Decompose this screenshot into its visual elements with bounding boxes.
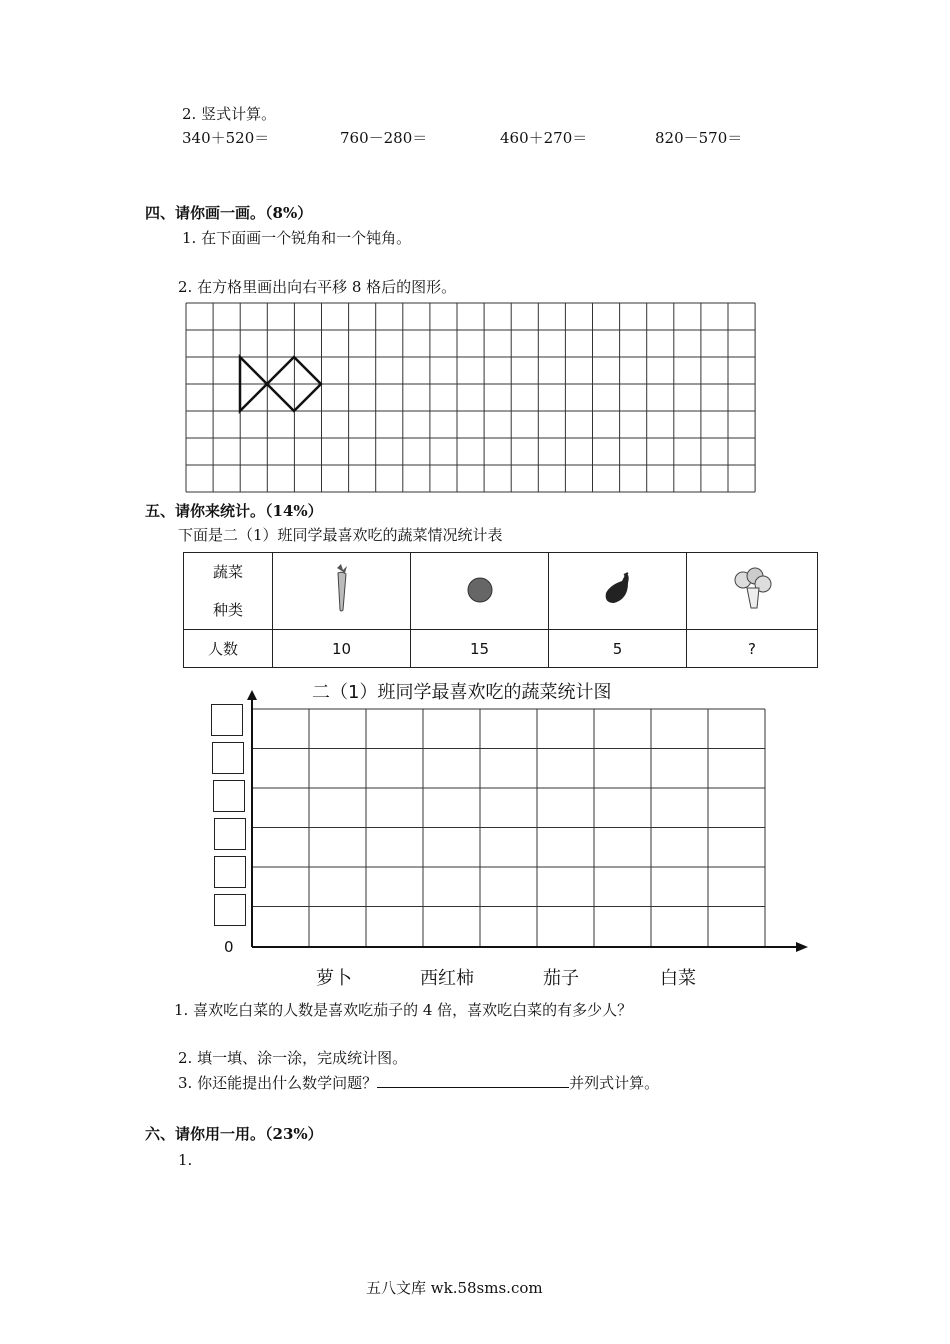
y-scale-box[interactable]	[211, 704, 243, 736]
y-scale-box[interactable]	[214, 856, 246, 888]
expression: 460＋270＝	[500, 129, 588, 147]
question-text: 3. 你还能提出什么数学问题？ 并列式计算。	[178, 1074, 660, 1092]
expression: 760－280＝	[340, 129, 428, 147]
section-heading: 四、请你画一画。（8%）	[145, 204, 313, 222]
x-tick-label: 西红柿	[420, 968, 474, 989]
answer-blank[interactable]	[377, 1073, 569, 1088]
y-axis-arrow	[247, 690, 257, 700]
question-title: 2. 竖式计算。	[182, 105, 277, 123]
y-scale-box[interactable]	[214, 894, 246, 926]
question-text: 2. 在方格里画出向右平移 8 格后的图形。	[178, 278, 457, 296]
count-cell: 15	[411, 630, 549, 668]
expression: 340＋520＝	[182, 129, 270, 147]
y-scale-box[interactable]	[213, 780, 245, 812]
question-text: 1. 喜欢吃白菜的人数是喜欢吃茄子的 4 倍，喜欢吃白菜的有多少人？	[174, 1001, 633, 1019]
x-tick-label: 白菜	[660, 968, 696, 989]
question-text: 1.	[178, 1151, 193, 1169]
x-axis-arrow	[796, 942, 808, 952]
y-scale-box[interactable]	[214, 818, 246, 850]
table-header-cell: 蔬菜 种类	[184, 553, 273, 630]
x-tick-label: 茄子	[543, 968, 579, 989]
question-text: 2. 填一填、涂一涂，完成统计图。	[178, 1049, 408, 1067]
footer-watermark: 五八文库 wk.58sms.com	[366, 1279, 543, 1297]
chart-title: 二（1）班同学最喜欢吃的蔬菜统计图	[312, 682, 612, 703]
table-caption: 下面是二（1）班同学最喜欢吃的蔬菜情况统计表	[178, 526, 503, 544]
count-cell: ?	[687, 630, 818, 668]
table-row-label: 人数	[184, 630, 273, 668]
y-scale-box[interactable]	[212, 742, 244, 774]
expression: 820－570＝	[655, 129, 743, 147]
x-tick-label: 萝卜	[316, 968, 352, 989]
section-heading: 五、请你来统计。（14%）	[145, 502, 323, 520]
y-origin-label: 0	[224, 938, 234, 956]
count-cell: 5	[549, 630, 687, 668]
question-text: 1. 在下面画一个锐角和一个钝角。	[182, 229, 412, 247]
count-cell: 10	[273, 630, 411, 668]
section-heading: 六、请你用一用。（23%）	[145, 1125, 323, 1143]
